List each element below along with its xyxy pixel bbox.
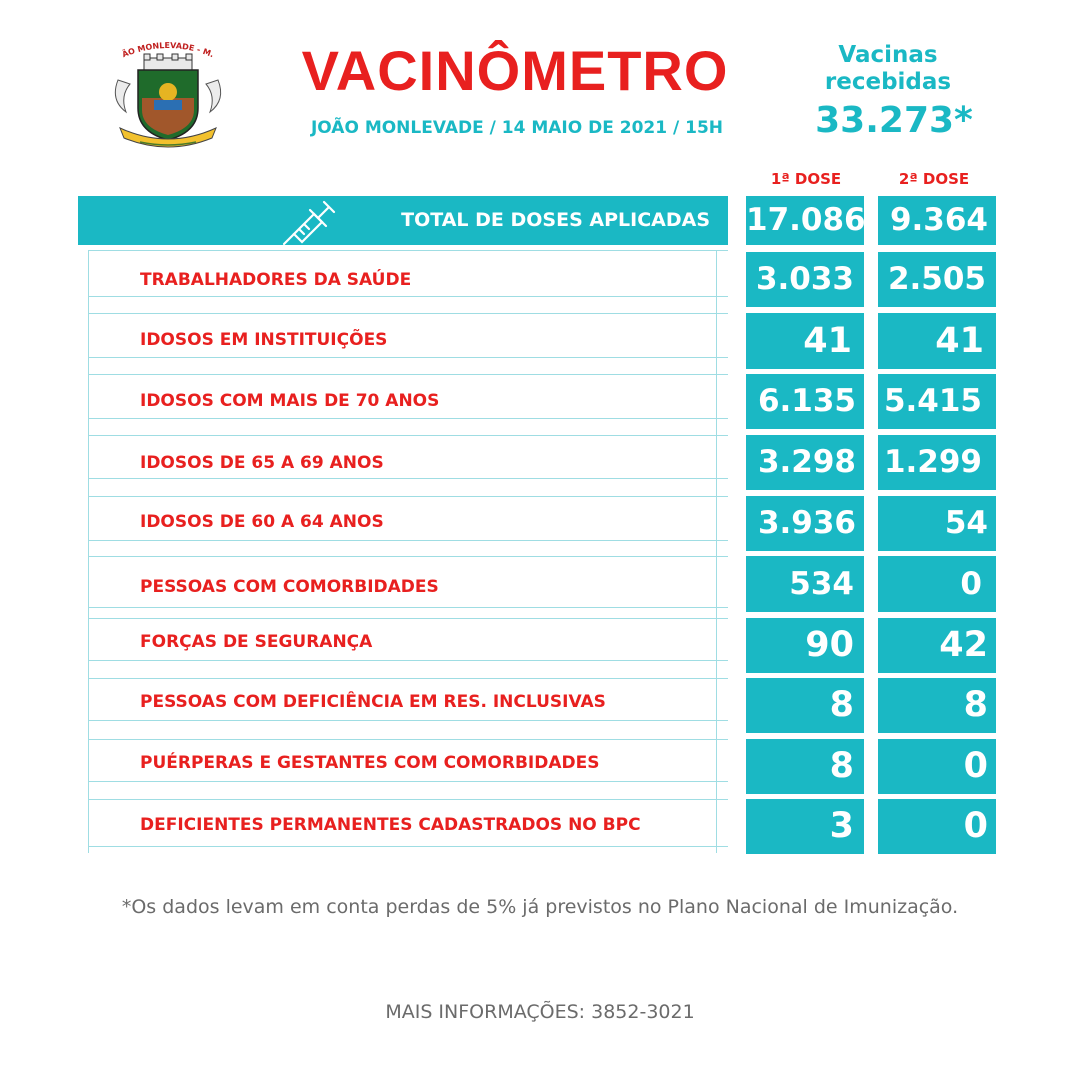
elderly-over-70-second-dose: 5.415: [878, 374, 996, 429]
security-forces-second-dose: 42: [878, 618, 996, 673]
elderly-65-69-first-dose: 3.298: [746, 435, 864, 490]
institutionalized-elderly-first-dose: 41: [746, 313, 864, 369]
second-dose-header: 2ª DOSE: [898, 170, 970, 188]
svg-text:JOÃO MONLEVADE - M.G.: ÃO MONLEVADE - M.: [120, 40, 216, 60]
row-divider: [88, 496, 728, 497]
row-divider: [88, 660, 728, 661]
row-divider: [88, 313, 728, 314]
disabled-inclusive-residences-first-dose: 8: [746, 678, 864, 733]
first-dose-header: 1ª DOSE: [770, 170, 842, 188]
total-second-dose-value: 9.364: [878, 196, 996, 245]
row-divider: [88, 435, 728, 436]
row-divider: [88, 540, 728, 541]
postpartum-pregnant-second-dose: 0: [878, 739, 996, 794]
elderly-60-64-first-dose: 3.936: [746, 496, 864, 551]
vaccines-received-label-line1: Vacinas: [838, 42, 938, 68]
row-divider: [88, 296, 728, 297]
vaccines-received-value: 33.273*: [815, 100, 973, 141]
row-label-health-workers: TRABALHADORES DA SAÚDE: [140, 270, 412, 290]
elderly-60-64-second-dose: 54: [878, 496, 996, 551]
total-first-dose-value: 17.086: [746, 196, 864, 245]
row-label-elderly-65-69: IDOSOS DE 65 A 69 ANOS: [140, 453, 384, 473]
health-workers-first-dose: 3.033: [746, 252, 864, 307]
footnote: *Os dados levam em conta perdas de 5% já previstos no Plano Nacional de Imunização.: [121, 896, 959, 918]
row-divider: [88, 478, 728, 479]
institutionalized-elderly-second-dose: 41: [878, 313, 996, 369]
elderly-65-69-second-dose: 1.299: [878, 435, 996, 490]
city-date-subtitle: JOÃO MONLEVADE / 14 MAIO DE 2021 / 15H: [310, 118, 724, 138]
row-divider: [88, 607, 728, 608]
row-divider: [88, 781, 728, 782]
row-divider: [88, 357, 728, 358]
disabled-inclusive-residences-second-dose: 8: [878, 678, 996, 733]
postpartum-pregnant-first-dose: 8: [746, 739, 864, 794]
vaccines-received-label: [808, 42, 968, 96]
page-title: VACINÔMETRO: [301, 39, 729, 102]
row-divider: [88, 799, 728, 800]
elderly-over-70-first-dose: 6.135: [746, 374, 864, 429]
row-divider: [88, 418, 728, 419]
row-divider: [88, 739, 728, 740]
bpc-permanent-disabled-first-dose: 3: [746, 799, 864, 854]
row-label-bpc-permanent-disabled: DEFICIENTES PERMANENTES CADASTRADOS NO BPC: [140, 815, 641, 835]
comorbidities-first-dose: 534: [746, 556, 864, 612]
total-doses-label: TOTAL DE DOSES APLICADAS: [401, 209, 710, 231]
row-divider: [88, 618, 728, 619]
row-divider: [88, 846, 728, 847]
left-margin-line: [88, 250, 89, 853]
comorbidities-second-dose: 0: [878, 556, 996, 612]
city-coat-of-arms-logo: [108, 40, 228, 150]
row-divider: [88, 556, 728, 557]
vaccines-received-label-line2: recebidas: [824, 69, 952, 95]
row-divider: [88, 374, 728, 375]
more-info-contact: MAIS INFORMAÇÕES: 3852-3021: [385, 1001, 695, 1023]
row-label-elderly-60-64: IDOSOS DE 60 A 64 ANOS: [140, 512, 384, 532]
health-workers-second-dose: 2.505: [878, 252, 996, 307]
row-label-institutionalized-elderly: IDOSOS EM INSTITUIÇÕES: [140, 330, 388, 350]
bpc-permanent-disabled-second-dose: 0: [878, 799, 996, 854]
row-divider: [88, 250, 728, 251]
security-forces-first-dose: 90: [746, 618, 864, 673]
row-label-postpartum-pregnant: PUÉRPERAS E GESTANTES COM COMORBIDADES: [140, 753, 600, 773]
row-divider: [88, 720, 728, 721]
row-label-elderly-over-70: IDOSOS COM MAIS DE 70 ANOS: [140, 391, 440, 411]
row-label-security-forces: FORÇAS DE SEGURANÇA: [140, 632, 373, 652]
row-label-disabled-inclusive-residences: PESSOAS COM DEFICIÊNCIA EM RES. INCLUSIVAS: [140, 692, 606, 712]
row-divider: [88, 678, 728, 679]
row-label-comorbidities: PESSOAS COM COMORBIDADES: [140, 577, 439, 597]
